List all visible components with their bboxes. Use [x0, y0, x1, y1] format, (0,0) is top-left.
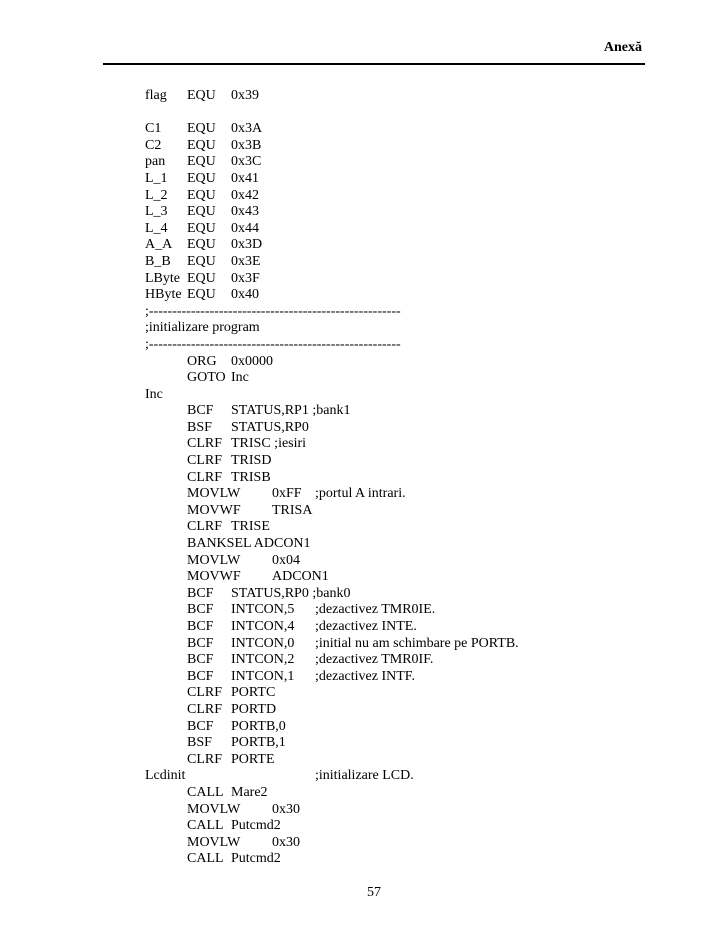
code-operand: 0x41 [231, 170, 259, 186]
code-mnemonic: BCF [187, 602, 214, 618]
header-rule [103, 63, 645, 65]
code-operand: 0xFF [272, 486, 302, 502]
code-operand: PORTD [231, 701, 277, 717]
code-operand: PORTC [231, 685, 276, 701]
code-mnemonic: CALL [187, 818, 224, 834]
code-operand: Putcmd2 [231, 818, 281, 834]
code-label: C2 [145, 137, 162, 153]
code-operand: TRISA [272, 502, 313, 518]
code-mnemonic: BCF [187, 585, 214, 601]
code-operand: 0x3E [231, 253, 261, 269]
code-mnemonic: EQU [187, 154, 216, 170]
code-comment: ;initializare LCD. [315, 768, 414, 784]
code-comment: ;initial nu am schimbare pe PORTB. [315, 635, 519, 651]
code-operand: TRISD [231, 453, 272, 469]
code-operand: PORTE [231, 751, 275, 767]
code-mnemonic: EQU [187, 270, 216, 286]
code-mnemonic: EQU [187, 287, 216, 303]
code-operand: STATUS,RP0 ;bank0 [231, 585, 351, 601]
code-mnemonic: MOVLW [187, 552, 241, 568]
code-operand: Mare2 [231, 784, 268, 800]
code-comment: ;dezactivez TMR0IF. [315, 652, 434, 668]
code-operand: 0x3D [231, 237, 263, 253]
code-mnemonic: BCF [187, 619, 214, 634]
code-mnemonic: BCF [187, 668, 214, 684]
code-operand: 0x43 [231, 204, 259, 220]
code-operand: 0x30 [272, 834, 300, 850]
code-mnemonic: EQU [187, 137, 216, 153]
code-label: LByte [145, 270, 180, 286]
code-operand: PORTB,0 [231, 718, 286, 734]
code-mnemonic: MOVLW [187, 801, 241, 817]
code-mnemonic: MOVWF [187, 502, 241, 518]
code-operand: 0x44 [231, 220, 259, 236]
code-label: ;initializare program [145, 320, 260, 336]
code-operand: 0x0000 [231, 353, 273, 369]
code-label: L_3 [145, 204, 168, 220]
code-operand: ADCON1 [272, 569, 329, 585]
code-operand: TRISB [231, 469, 271, 485]
code-mnemonic: CLRF [187, 519, 223, 535]
code-mnemonic: CLRF [187, 701, 223, 717]
code-operand: TRISE [231, 519, 270, 535]
code-operand: 0x3A [231, 121, 263, 137]
page-number: 57 [367, 885, 381, 900]
code-label: L_2 [145, 187, 168, 203]
code-label: pan [145, 154, 166, 170]
code-mnemonic: CLRF [187, 469, 223, 485]
code-label: C1 [145, 121, 162, 137]
code-label: L_4 [145, 220, 168, 236]
code-mnemonic: BCF [187, 652, 214, 668]
code-mnemonic: BANKSEL ADCON1 [187, 536, 311, 552]
code-mnemonic: MOVLW [187, 834, 241, 850]
code-mnemonic: BSF [187, 735, 212, 751]
code-operand: STATUS,RP0 [231, 419, 309, 435]
code-label: HByte [145, 287, 182, 303]
code-operand: INTCON,5 [231, 602, 295, 618]
code-operand: STATUS,RP1 ;bank1 [231, 403, 351, 419]
code-mnemonic: MOVLW [187, 486, 241, 502]
code-operand: 0x3F [231, 270, 260, 286]
code-label: flag [145, 88, 167, 103]
code-operand: 0x3B [231, 137, 262, 153]
code-label: ;------------------------------------------------------ [145, 336, 401, 352]
code-mnemonic: CALL [187, 784, 224, 800]
code-mnemonic: EQU [187, 88, 216, 103]
code-mnemonic: ORG [187, 353, 217, 369]
code-mnemonic: BCF [187, 635, 214, 651]
code-operand: PORTB,1 [231, 735, 286, 751]
code-mnemonic: BCF [187, 718, 214, 734]
code-operand: INTCON,4 [231, 619, 295, 634]
code-comment: ;dezactivez TMR0IE. [315, 602, 436, 618]
code-mnemonic: CLRF [187, 685, 223, 701]
code-mnemonic: CLRF [187, 751, 223, 767]
code-mnemonic: GOTO [187, 370, 226, 386]
code-comment: ;dezactivez INTF. [315, 668, 415, 684]
code-operand: INTCON,2 [231, 652, 295, 668]
code-label: ;------------------------------------------------------ [145, 303, 401, 319]
code-operand: TRISC ;iesiri [231, 436, 307, 452]
code-operand: INTCON,1 [231, 668, 295, 684]
code-label: A_A [145, 237, 173, 253]
code-operand: 0x39 [231, 88, 259, 103]
code-mnemonic: EQU [187, 220, 216, 236]
code-label: L_1 [145, 170, 168, 186]
code-mnemonic: EQU [187, 187, 216, 203]
code-operand: Putcmd2 [231, 851, 281, 867]
code-label: Lcdinit [145, 768, 186, 784]
code-mnemonic: EQU [187, 237, 216, 253]
code-label: B_B [145, 253, 171, 269]
code-comment: ;portul A intrari. [315, 486, 406, 502]
code-mnemonic: BSF [187, 419, 212, 435]
code-operand: 0x04 [272, 552, 300, 568]
code-operand: INTCON,0 [231, 635, 295, 651]
code-mnemonic: EQU [187, 253, 216, 269]
code-mnemonic: CALL [187, 851, 224, 867]
code-operand: Inc [231, 370, 249, 386]
code-mnemonic: CLRF [187, 453, 223, 469]
code-label: Inc [145, 386, 163, 402]
code-mnemonic: EQU [187, 121, 216, 137]
running-header: Anexă [603, 40, 642, 55]
code-operand: 0x42 [231, 187, 259, 203]
code-mnemonic: EQU [187, 170, 216, 186]
code-operand: 0x40 [231, 287, 259, 303]
code-operand: 0x3C [231, 154, 262, 170]
code-mnemonic: CLRF [187, 436, 223, 452]
code-operand: 0x30 [272, 801, 300, 817]
code-mnemonic: BCF [187, 403, 214, 419]
code-mnemonic: MOVWF [187, 569, 241, 585]
code-comment: ;dezactivez INTE. [315, 619, 417, 634]
code-mnemonic: EQU [187, 204, 216, 220]
